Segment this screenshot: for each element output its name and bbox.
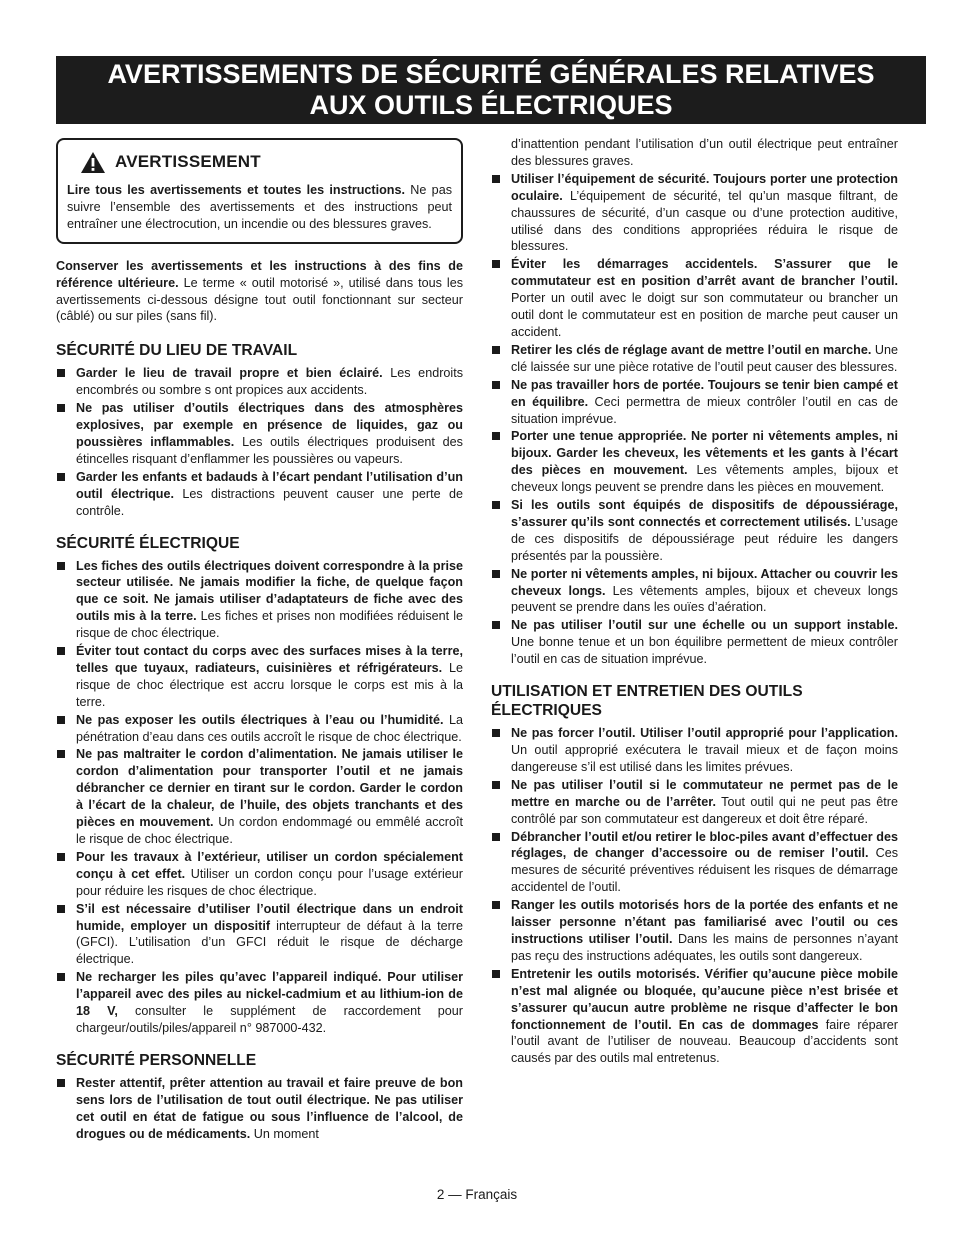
bullet-icon xyxy=(492,260,500,268)
list-item xyxy=(491,497,898,565)
bullet-icon xyxy=(57,404,65,412)
bullet-icon xyxy=(492,381,500,389)
list-item xyxy=(491,377,898,428)
item-bold: Porter une tenue appropriée. Ne porter ni vêtements amples, ni bijoux. Garder les cheveux, les vêtements et les gants à l’écart des pièces en mouvement. xyxy=(511,429,898,478)
warning-text-bold: Lire tous les avertissements et toutes les instructions. xyxy=(67,183,405,197)
list-utilisation xyxy=(491,725,898,1067)
warning-box xyxy=(56,138,463,244)
item-text: Le risque de choc électrique est accru lorsque le corps est mis à la terre. xyxy=(76,660,463,709)
list-item xyxy=(491,342,898,376)
bullet-icon xyxy=(57,647,65,655)
list-item xyxy=(56,1075,463,1143)
list-item-continuation: d’inattention pendant l’utilisation d’un outil électrique peut entraîner des blessures graves. xyxy=(511,137,898,168)
warning-text-body: Ne pas suivre l’ensemble des avertissements et des instructions peut entraîner une électrocution, un incendie ou des blessures graves. xyxy=(67,183,452,231)
item-text: Une bonne tenue et un bon équilibre permettent de mieux contrôler l’outil en cas de situation imprévue. xyxy=(511,635,898,667)
list-item xyxy=(56,400,463,468)
bullet-icon xyxy=(57,473,65,481)
item-text: Ceci permettra de mieux contrôler l’outil en cas de situation imprévue. xyxy=(511,394,898,426)
page-footer: 2 — Français xyxy=(436,1187,518,1202)
section-heading-electrique: SÉCURITÉ ÉLECTRIQUE xyxy=(56,534,240,552)
page-title-line-1: AVERTISSEMENTS DE SÉCURITÉ GÉNÉRALES RELATIVES xyxy=(107,59,875,89)
warning-text xyxy=(67,182,452,233)
item-bold: Utiliser l’équipement de sécurité. Toujours porter une protection oculaire. xyxy=(511,171,898,203)
warning-triangle-icon xyxy=(80,151,106,174)
item-text: Les outils électriques produisent des étincelles risquant d’enflammer les poussières ou vapeurs. xyxy=(76,434,463,466)
item-text: Les distractions peuvent causer une perte de contrôle. xyxy=(76,486,463,518)
item-bold: Ne pas maltraiter le cordon d’alimentation. Ne jamais utiliser le cordon d’alimentation pour transporter l’outil et ne jamais débrancher ce dernier en tirant sur le cordon. Garder le cordon à l’écart de la chaleur, de l’huile, des objets tranchants et des pièces en mouvement. xyxy=(76,747,463,830)
list-item xyxy=(491,725,898,776)
bullet-icon xyxy=(492,729,500,737)
list-item xyxy=(491,966,898,1067)
item-text: Ces mesures de sécurité préventives réduisent les risques de démarrage accidentel de l’outil. xyxy=(511,846,898,895)
warning-heading: AVERTISSEMENT xyxy=(115,152,261,172)
item-text: L’usage de ces dispositifs de dépoussiérage peut réduire les dangers présentés par la poussière. xyxy=(511,514,899,563)
item-bold: Ne pas travailler hors de portée. Toujours se tenir bien campé et en équilibre. xyxy=(511,377,898,409)
list-item xyxy=(491,428,898,496)
bullet-icon xyxy=(492,901,500,909)
item-text: Les vêtements amples, bijoux et cheveux longs peuvent se prendre dans les ouïes d’aération. xyxy=(511,583,898,615)
bullet-icon xyxy=(57,973,65,981)
list-item xyxy=(56,365,463,399)
list-item xyxy=(491,897,898,965)
list-personnelle-continued xyxy=(491,171,898,668)
intro-bold: Conserver les avertissements et les instructions à des fins de référence ultérieure. xyxy=(56,258,463,290)
bullet-icon xyxy=(492,970,500,978)
list-item xyxy=(56,558,463,643)
item-bold: Ne recharger les piles qu’avec l’appareil indiqué. Pour utiliser l’appareil avec des piles au nickel-cadmium et au lithium-ion de 18 V, xyxy=(76,970,463,1019)
bullet-icon xyxy=(57,716,65,724)
item-text: Un outil approprié exécutera le travail mieux et de façon moins dangereuse s’il est utilisé dans les limites prévues. xyxy=(511,743,898,774)
bullet-icon xyxy=(492,621,500,629)
item-bold: Ne porter ni vêtements amples, ni bijoux. Attacher ou couvrir les cheveux longs. xyxy=(511,566,898,598)
item-bold: Ne pas forcer l’outil. Utiliser l’outil approprié pour l’application. xyxy=(511,726,898,741)
item-bold: Garder les enfants et badauds à l’écart pendant l’utilisation d’un outil électrique. xyxy=(76,469,463,501)
item-bold: Débrancher l’outil et/ou retirer le bloc-piles avant d’effectuer des réglages, de changer d’accessoire ou de remiser l’outil. xyxy=(511,829,898,861)
list-item xyxy=(56,746,463,847)
list-item xyxy=(56,849,463,900)
intro-paragraph xyxy=(56,258,463,326)
bullet-icon xyxy=(57,562,65,570)
list-item xyxy=(491,829,898,897)
section-heading-personnelle: SÉCURITÉ PERSONNELLE xyxy=(56,1051,257,1069)
page-title-line-2: AUX OUTILS ÉLECTRIQUES xyxy=(309,90,673,120)
item-bold: Ne pas utiliser l’outil sur une échelle ou un support instable. xyxy=(511,618,898,633)
list-item xyxy=(491,566,898,617)
item-text: Utiliser un cordon conçu pour l’usage extérieur pour réduire les risques de choc électrique. xyxy=(76,866,463,898)
bullet-icon xyxy=(57,1079,65,1087)
list-item xyxy=(491,777,898,828)
item-text: La pénétration d’eau dans ces outils accroît le risque de choc électrique. xyxy=(76,712,463,744)
bullet-icon xyxy=(492,346,500,354)
bullet-icon xyxy=(492,833,500,841)
list-item xyxy=(56,969,463,1037)
item-bold: Éviter les démarrages accidentels. S’assurer que le commutateur est en position d’arrêt avant de brancher l’outil. xyxy=(511,257,898,289)
list-item xyxy=(491,171,898,256)
item-text: Les vêtements amples, bijoux et cheveux longs peuvent se prendre dans les pièces en mouvement. xyxy=(511,463,898,495)
page-title xyxy=(56,56,926,124)
item-text: Une clé laissée sur une pièce rotative de l’outil peut causer des blessures. xyxy=(511,342,899,374)
list-travail xyxy=(56,365,463,519)
bullet-icon xyxy=(492,175,500,183)
bullet-icon xyxy=(492,570,500,578)
bullet-icon xyxy=(492,501,500,509)
item-bold: Rester attentif, prêter attention au travail et faire preuve de bon sens lors de l’utilisation de tout outil électrique. Ne pas utiliser cet outil en état de fatigue ou sous l’influence de l’alcool, de drogues ou de médicaments. xyxy=(76,1075,463,1141)
item-text: Tout outil qui ne peut pas être contrôlé par son commutateur est dangereux et doit être réparé. xyxy=(511,794,898,826)
bullet-icon xyxy=(492,432,500,440)
item-bold: Ne pas exposer les outils électriques à l’eau ou l’humidité. xyxy=(76,712,444,727)
item-bold: Si les outils sont équipés de dispositifs de dépoussiérage, s’assurer qu’ils sont connectés et correctement utilisés. xyxy=(511,498,898,529)
item-bold: Garder le lieu de travail propre et bien éclairé. xyxy=(76,366,383,381)
warning-header xyxy=(80,151,452,174)
item-text: L’équipement de sécurité, tel qu’un masque filtrant, de chaussures de sécurité, d’un casque ou d’une protection auditive, utilisé dans des conditions appropriées réduira le risque de blessures. xyxy=(511,188,898,254)
bullet-icon xyxy=(492,781,500,789)
section-heading-travail: SÉCURITÉ DU LIEU DE TRAVAIL xyxy=(56,342,298,360)
list-item xyxy=(56,901,463,969)
list-electrique xyxy=(56,558,463,1037)
item-bold: Ne pas utiliser d’outils électriques dans des atmosphères explosives, par exemple en présence de liquides, gaz ou poussières inflammables. xyxy=(76,401,463,449)
item-text: faire réparer l’outil avant de l’utiliser de nouveau. Beaucoup d’accidents sont causés par des outils mal entretenus. xyxy=(511,1017,898,1066)
item-text: interrupteur de défaut à la terre (GFCI). L’utilisation d’un GFCI réduit le risque de décharge électrique. xyxy=(76,918,463,967)
right-column xyxy=(491,136,898,1081)
item-text: Un moment xyxy=(250,1126,319,1141)
list-item xyxy=(491,256,898,341)
item-bold: Retirer les clés de réglage avant de mettre l’outil en marche. xyxy=(511,342,872,357)
item-text: Dans les mains de personnes n’ayant pas reçu des instructions adéquates, les outils sont dangereux. xyxy=(511,931,898,963)
item-bold: Les fiches des outils électriques doivent correspondre à la prise secteur utilisée. Ne jamais modifier la fiche, de quelque façon que ce soit. Ne jamais utiliser d’adaptateurs de fiche avec des outils mis à la terre. xyxy=(76,558,463,624)
item-bold: Entretenir les outils motorisés. Vérifier qu’aucune pièce mobile n’est mal alignée ou bloquée, qu’aucune pièce n’est brisée et s’assurer qu’aucun autre problème ne risque d’affecter le bon fonctionnement de l’outil. En cas de dommages xyxy=(511,966,898,1032)
item-text: Porter un outil avec le doigt sur son commutateur ou brancher un outil dont le commutateur est en position de marche peut causer un accident. xyxy=(511,291,898,339)
left-column xyxy=(56,136,463,1157)
list-item xyxy=(56,712,463,746)
item-text: consulter le supplément de raccordement pour chargeur/outils/piles/appareil n° 987000-432. xyxy=(76,1004,464,1035)
item-bold: Éviter tout contact du corps avec des surfaces mises à la terre, telles que tuyaux, radiateurs, cuisinières et réfrigérateurs. xyxy=(76,644,463,675)
item-bold: S’il est nécessaire d’utiliser l’outil électrique dans un endroit humide, employer un dispositif xyxy=(76,901,463,933)
list-item xyxy=(56,643,463,711)
item-bold: Ranger les outils motorisés hors de la portée des enfants et ne laisser personne n’étant pas familiarisé avec l’outil ou ces instructions utiliser l’outil. xyxy=(511,898,898,946)
bullet-icon xyxy=(57,905,65,913)
bullet-icon xyxy=(57,369,65,377)
bullet-icon xyxy=(57,750,65,758)
list-item xyxy=(491,617,898,668)
section-heading-utilisation: UTILISATION ET ENTRETIEN DES OUTILS ÉLECTRIQUES xyxy=(491,683,803,720)
intro-body: Le terme « outil motorisé », utilisé dans tous les avertissements ci-dessous désigne tout outil fonctionnant sur secteur (câblé) ou sur piles (sans fil). xyxy=(56,275,463,324)
item-text: Les fiches et prises non modifiées réduisent le risque de choc électrique. xyxy=(76,609,463,641)
list-item xyxy=(56,469,463,520)
item-bold: Ne pas utiliser l’outil si le commutateur ne permet pas de le mettre en marche ou de l’arrêter. xyxy=(511,777,898,809)
item-text: Un cordon endommagé ou emmêlé accroît le risque de choc électrique. xyxy=(76,815,463,846)
item-bold: Pour les travaux à l’extérieur, utiliser un cordon spécialement conçu à cet effet. xyxy=(76,849,463,881)
list-personnelle xyxy=(56,1075,463,1143)
bullet-icon xyxy=(57,853,65,861)
item-text: Les endroits encombrés ou sombre s ont propices aux accidents. xyxy=(76,366,463,398)
